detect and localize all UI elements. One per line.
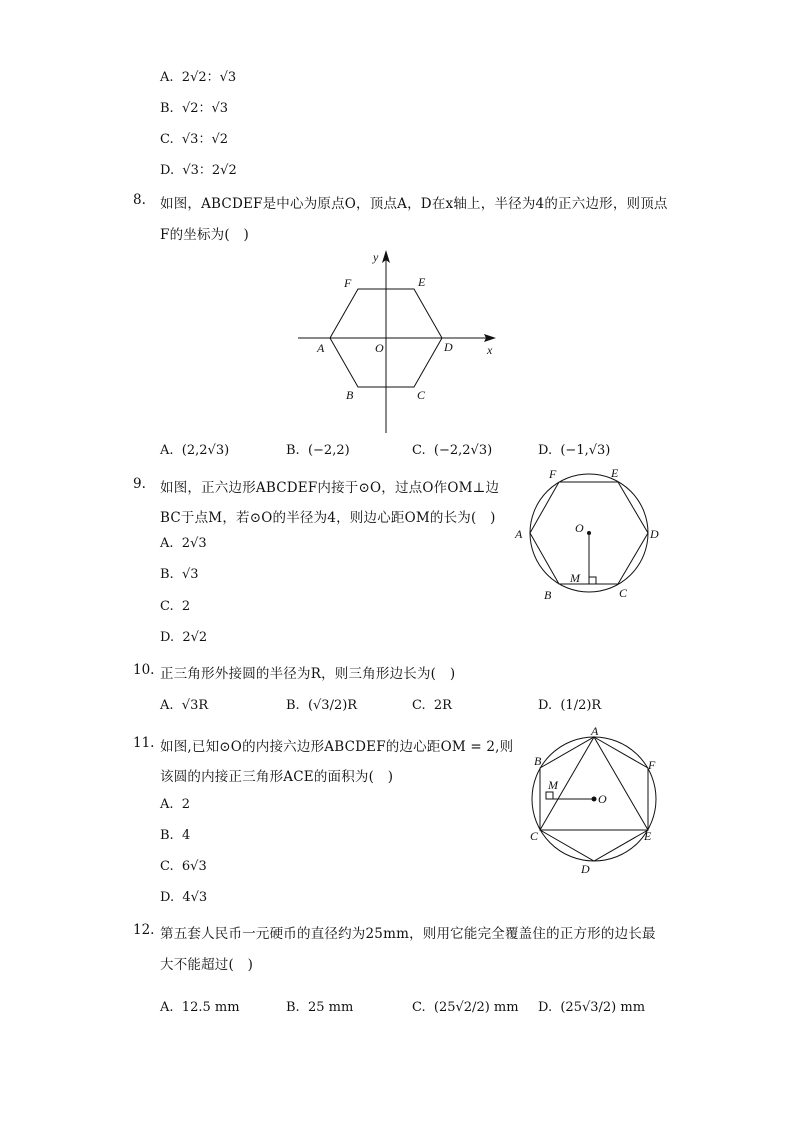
label-c: C [530,829,539,843]
q7-option-b-text: √2：√3 [181,101,229,116]
q9-option-c: C. 2 [160,599,191,614]
right-angle-mark [589,577,596,584]
q10-option-b-text: (√3/2)R [307,698,358,713]
q7-option-a: A. 2√2：√3 [160,70,237,85]
q11-question-line1: 如图,已知⊙O的内接六边形ABCDEF的边心距OM = 2,则 [160,739,514,755]
center-dot [587,531,591,535]
q9-number: 9. [133,476,146,492]
q8-option-d: D. (−1,√3) [538,443,611,458]
label-b: B [534,754,542,768]
q11-option-c: C. 6√3 [160,859,207,874]
q12-number: 12. [133,922,155,938]
q7-option-c-text: √3：√2 [181,132,229,147]
q9-option-d: D. 2√2 [160,630,208,645]
q9-option-d-text: 2√2 [182,630,208,645]
center-dot [592,797,597,802]
q8-option-c-text: (−2,2√3) [433,443,493,458]
q8-option-d-text: (−1,√3) [560,443,611,458]
q10-option-b: B. (√3/2)R [286,698,358,713]
label-y: y [373,250,379,264]
label-x: x [487,343,493,357]
label-o: O [598,792,607,806]
q11-option-a-text: 2 [181,797,191,812]
q8-question-line2: F的坐标为( ) [160,227,250,243]
q7-option-d-text: √3：2√2 [182,163,237,178]
q9-inscribed-hexagon-figure [508,460,668,610]
q12-option-a-text: 12.5 mm [181,1000,240,1015]
label-e: E [611,466,619,480]
q11-option-d: D. 4√3 [160,890,208,905]
q11-question-line2: 该圆的内接正三角形ACE的面积为( ) [160,769,394,785]
q11-number: 11. [133,735,155,751]
q12-option-c: C. (25√2/2) mm [412,1000,519,1015]
q7-option-d: D. √3：2√2 [160,163,237,178]
q8-option-a-text: (2,2√3) [181,443,230,458]
q12-option-a: A. 12.5 mm [160,1000,240,1015]
q12-question-line2: 大不能超过( ) [160,957,254,973]
q8-hexagon-figure [290,245,510,440]
q9-question-line1: 如图，正六边形ABCDEF内接于⊙O，过点O作OM⊥边 [160,480,500,496]
label-b: B [544,588,552,602]
q12-option-b: B. 25 mm [286,1000,354,1015]
q12-option-d: D. (25√3/2) mm [538,1000,646,1015]
right-angle-mark [546,792,553,799]
label-a: A [317,341,325,355]
q12-option-d-text: (25√3/2) mm [560,1000,646,1015]
q10-number: 10. [133,662,155,678]
q10-option-a-text: √3R [181,698,209,713]
q10-option-a: A. √3R [160,698,209,713]
q8-number: 8. [133,192,146,208]
q9-option-c-text: 2 [181,599,191,614]
q9-option-a-text: 2√3 [181,536,207,551]
label-d: D [581,862,590,876]
q11-option-d-text: 4√3 [182,890,208,905]
q9-question-line2: BC于点M，若⊙O的半径为4，则边心距OM的长为( ) [160,510,496,526]
q10-question-line1: 正三角形外接圆的半径为R，则三角形边长为( ) [160,666,456,682]
q10-option-c-text: 2R [433,698,452,713]
label-c: C [417,388,426,402]
q8-option-c: C. (−2,2√3) [412,443,493,458]
q8-option-a: A. (2,2√3) [160,443,230,458]
label-f: F [344,276,352,290]
q9-option-a: A. 2√3 [160,536,207,551]
q12-question-line1: 第五套人民币一元硬币的直径约为25mm，则用它能完全覆盖住的正方形的边长最 [160,926,656,942]
q8-question-line1: 如图，ABCDEF是中心为原点O，顶点A，D在x轴上，半径为4的正六边形，则顶点 [160,196,668,212]
q11-option-b: B. 4 [160,828,191,843]
q11-option-b-text: 4 [181,828,191,843]
label-c: C [619,586,628,600]
label-d: D [444,340,453,354]
q10-option-d-text: (1/2)R [560,698,602,713]
label-e: E [644,829,652,843]
q7-option-c: C. √3：√2 [160,132,229,147]
label-o: O [575,521,584,535]
q11-option-a: A. 2 [160,797,191,812]
q12-option-c-text: (25√2/2) mm [433,1000,519,1015]
q7-option-b: B. √2：√3 [160,101,229,116]
label-d: D [650,527,659,541]
q11-inscribed-hexagon-triangle-figure [522,722,672,877]
label-m: M [570,571,580,585]
q7-option-a-text: 2√2：√3 [181,70,237,85]
label-e: E [418,275,426,289]
q10-option-d: D. (1/2)R [538,698,602,713]
q9-option-b: B. √3 [160,567,199,582]
q9-option-b-text: √3 [181,567,199,582]
label-a: A [591,724,599,738]
label-f: F [648,758,656,772]
label-a: A [515,527,523,541]
q10-option-c: C. 2R [412,698,452,713]
label-m: M [548,778,558,792]
q8-option-b: B. (−2,2) [286,443,350,458]
label-b: B [346,388,354,402]
q12-option-b-text: 25 mm [307,1000,354,1015]
label-o: O [375,341,384,355]
q11-option-c-text: 6√3 [181,859,207,874]
label-f: F [549,467,557,481]
q8-option-b-text: (−2,2) [307,443,350,458]
